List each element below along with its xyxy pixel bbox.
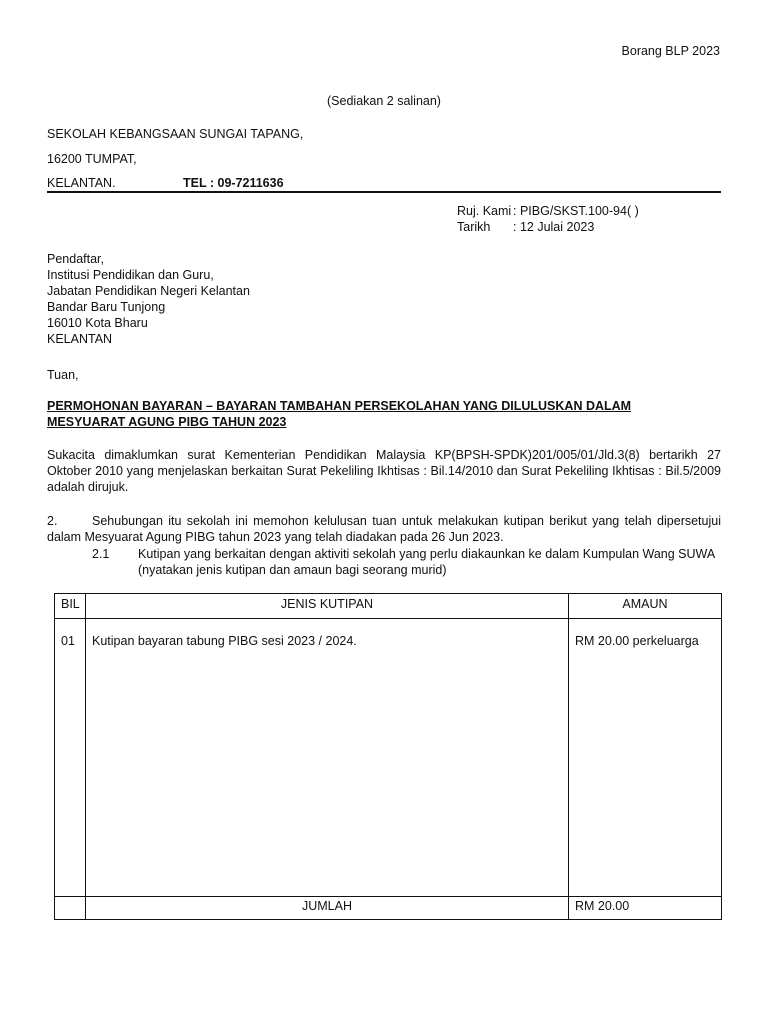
- salutation: Tuan,: [47, 368, 79, 382]
- paragraph-2-number: 2.: [47, 514, 58, 528]
- header-amaun: AMAUN: [569, 594, 722, 619]
- school-name: SEKOLAH KEBANGSAAN SUNGAI TAPANG,: [47, 127, 304, 141]
- reference-value: : PIBG/SKST.100-94( ): [513, 204, 639, 218]
- item-2-1-number: 2.1: [92, 547, 110, 561]
- recipient-line: Institusi Pendidikan dan Guru,: [47, 268, 214, 282]
- paragraph-1: Sukacita dimaklumkan surat Kementerian Pendidikan Malaysia KP(BPSH-SPDK)201/005/01/Jld.3(8) bertarikh 27 Oktober 2010 yang menjelaskan berkaitan Surat Pekeliling Ikhtisas : Bil.14/2010 dan Surat Pekeliling Ikhtisas : Bil.5/2009 adalah dirujuk.: [47, 448, 721, 494]
- table-total-row: [55, 897, 722, 920]
- table-row: [55, 619, 722, 897]
- header-jenis-kutipan: JENIS KUTIPAN: [86, 594, 569, 619]
- item-2-1-text: Kutipan yang berkaitan dengan aktiviti sekolah yang perlu diakaunkan ke dalam Kumpulan Wang SUWA (nyatakan jenis kutipan dan amaun bagi seorang murid): [138, 547, 715, 577]
- row-amaun: RM 20.00 perkeluarga: [569, 619, 722, 897]
- copies-note: (Sediakan 2 salinan): [327, 94, 441, 108]
- header-divider: [47, 191, 721, 193]
- recipient-line: Bandar Baru Tunjong: [47, 300, 166, 314]
- header-bil: BIL: [55, 594, 86, 619]
- reference-label: Ruj. Kami: [457, 204, 512, 218]
- total-empty-cell: [55, 897, 86, 920]
- reference-block: [457, 203, 639, 235]
- total-label: JUMLAH: [86, 897, 569, 920]
- row-jenis-kutipan: Kutipan bayaran tabung PIBG sesi 2023 / 2024.: [86, 619, 569, 897]
- school-telephone: TEL : 09-7211636: [183, 176, 284, 190]
- letter-subject: PERMOHONAN BAYARAN – BAYARAN TAMBAHAN PERSEKOLAHAN YANG DILULUSKAN DALAM MESYUARAT AGUNG PIBG TAHUN 2023: [47, 399, 632, 429]
- paragraph-2-text: Sehubungan itu sekolah ini memohon kelulusan tuan untuk melakukan kutipan berikut yang telah dipersetujui dalam Mesyuarat Agung PIBG tahun 2023 yang telah diadakan pada 26 Jun 2023.: [47, 514, 721, 544]
- row-bil: 01: [55, 619, 86, 897]
- recipient-line: 16010 Kota Bharu: [47, 316, 148, 330]
- recipient-line: Pendaftar,: [47, 252, 104, 266]
- reference-row: [457, 203, 639, 219]
- date-row: [457, 219, 639, 235]
- recipient-line: Jabatan Pendidikan Negeri Kelantan: [47, 284, 250, 298]
- date-label: Tarikh: [457, 220, 491, 234]
- school-postcode-city: 16200 TUMPAT,: [47, 152, 137, 166]
- form-code: Borang BLP 2023: [621, 44, 720, 58]
- paragraph-2: [47, 513, 721, 545]
- total-amount: RM 20.00: [569, 897, 722, 920]
- fee-table: [54, 593, 722, 920]
- date-value: : 12 Julai 2023: [513, 220, 595, 234]
- recipient-address: [47, 251, 250, 347]
- school-state: KELANTAN.: [47, 176, 116, 190]
- recipient-line: KELANTAN: [47, 332, 113, 346]
- table-header-row: [55, 594, 722, 619]
